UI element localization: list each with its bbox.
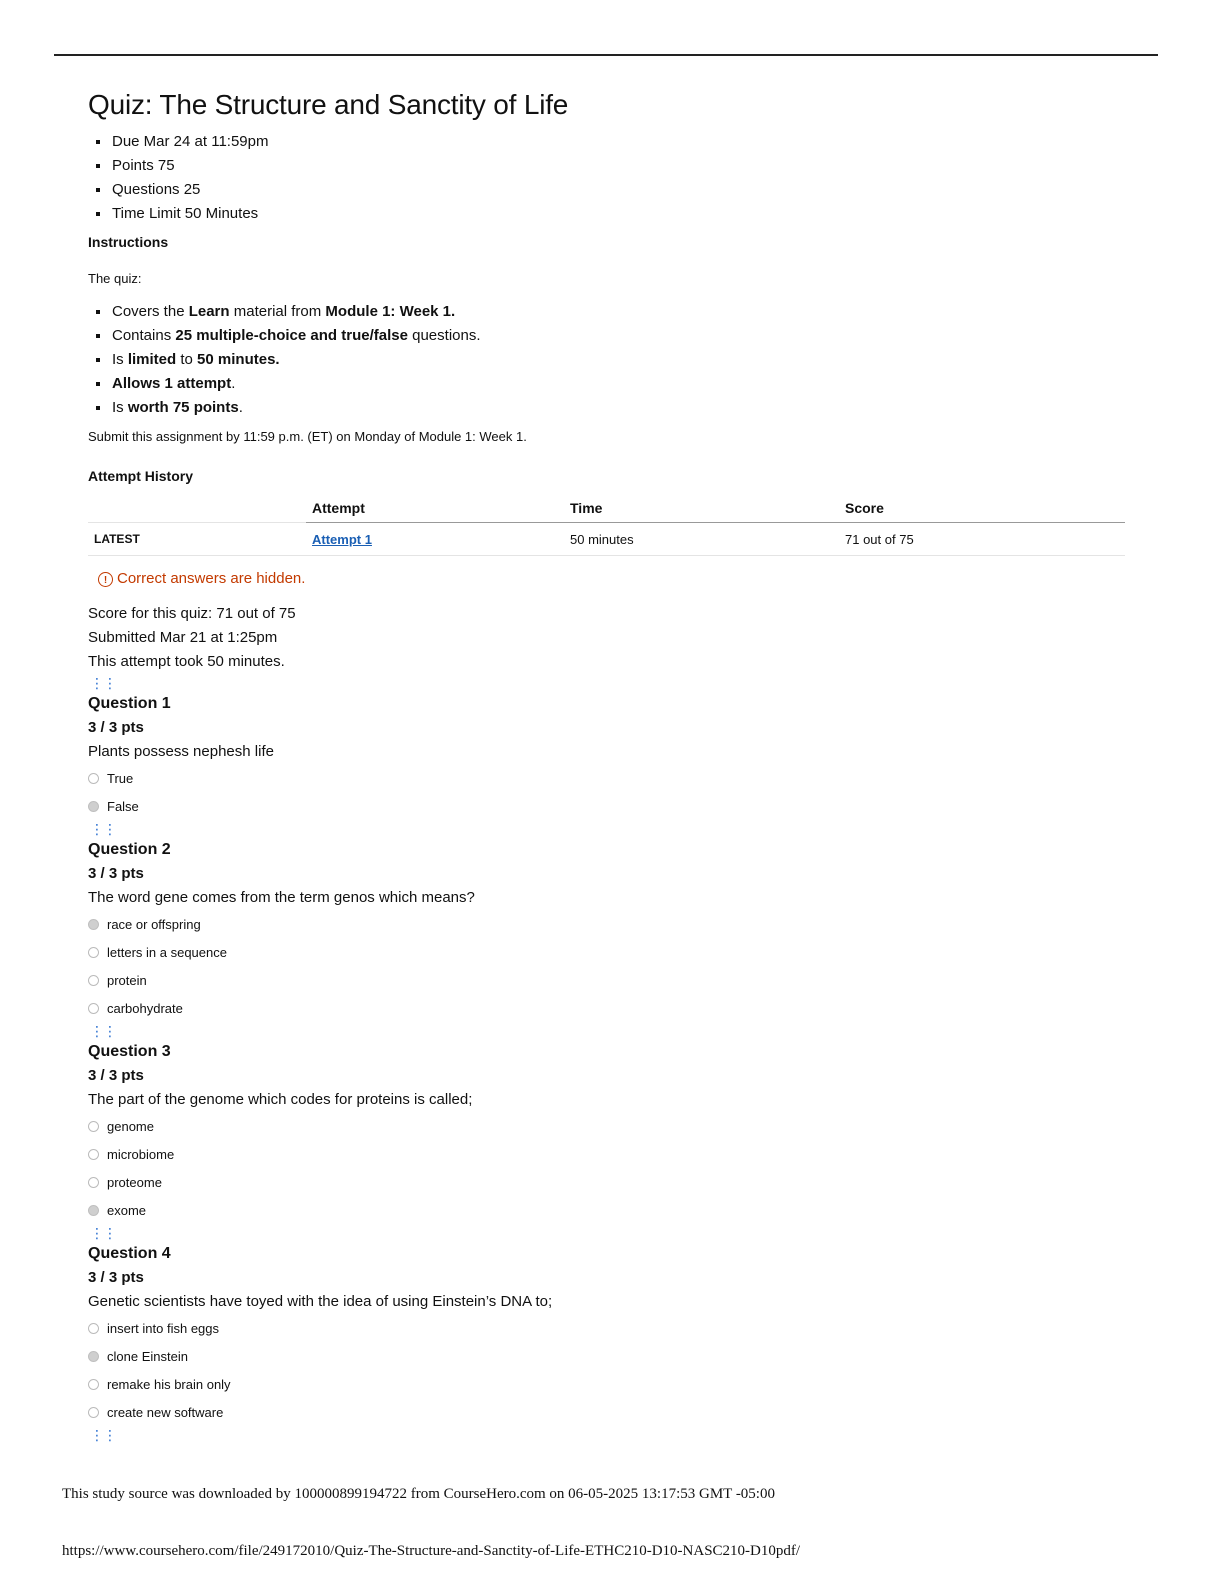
answer-option[interactable]: [88, 910, 1128, 938]
answer-label: microbiome: [107, 1146, 175, 1162]
instruction-item: Covers the Learn material from Module 1: Week 1.: [112, 300, 1128, 324]
radio-button[interactable]: [88, 947, 99, 958]
score-summary: [88, 602, 1128, 674]
column-header-blank: [88, 494, 306, 523]
answer-option[interactable]: [88, 1370, 1128, 1398]
radio-button-selected[interactable]: [88, 801, 99, 812]
question-block: [88, 838, 1128, 1022]
answer-label: create new software: [107, 1404, 224, 1420]
attempt-link[interactable]: Attempt 1: [312, 531, 372, 547]
instruction-item: Is limited to 50 minutes.: [112, 348, 1128, 372]
column-header-attempt: Attempt: [306, 494, 564, 523]
instruction-item: Is worth 75 points.: [112, 396, 1128, 420]
answer-option[interactable]: [88, 764, 1128, 792]
instructions-intro: The quiz:: [88, 271, 142, 286]
answer-option[interactable]: [88, 1140, 1128, 1168]
submitted-line: Submitted Mar 21 at 1:25pm: [88, 629, 278, 646]
question-text: Plants possess nephesh life: [88, 743, 274, 760]
answer-option[interactable]: [88, 1196, 1128, 1224]
attempt-time: 50 minutes: [564, 523, 839, 556]
instructions-list: [88, 300, 1128, 420]
notice-text: Correct answers are hidden.: [117, 570, 306, 587]
answer-label: remake his brain only: [107, 1376, 231, 1392]
answer-label: letters in a sequence: [107, 944, 227, 960]
drag-handle-icon[interactable]: ⋮⋮: [90, 1225, 116, 1241]
answer-label: exome: [107, 1202, 147, 1218]
column-header-score: Score: [839, 494, 1125, 523]
radio-button[interactable]: [88, 1323, 99, 1334]
radio-button[interactable]: [88, 773, 99, 784]
answer-label: proteome: [107, 1174, 162, 1190]
quiz-meta-list: [88, 130, 1128, 226]
question-block: [88, 692, 1128, 820]
question-text: The word gene comes from the term genos which means?: [88, 889, 475, 906]
meta-points: Points 75: [112, 154, 1128, 178]
radio-button-selected[interactable]: [88, 1351, 99, 1362]
answer-label: False: [107, 798, 139, 814]
question-title: Question 3: [88, 1043, 171, 1060]
page-title: Quiz: The Structure and Sanctity of Life: [88, 89, 569, 120]
radio-button-selected[interactable]: [88, 1205, 99, 1216]
answer-option[interactable]: [88, 938, 1128, 966]
answer-label: True: [107, 770, 134, 786]
attempt-history-table: [88, 494, 1125, 556]
question-title: Question 4: [88, 1245, 171, 1262]
radio-button[interactable]: [88, 1003, 99, 1014]
instruction-item: Contains 25 multiple-choice and true/false questions.: [112, 324, 1128, 348]
answer-label: carbohydrate: [107, 1000, 183, 1016]
question-points: 3 / 3 pts: [88, 865, 144, 882]
warning-circle-icon: !: [98, 572, 113, 587]
drag-handle-icon[interactable]: ⋮⋮: [90, 821, 116, 837]
question-block: [88, 1040, 1128, 1224]
meta-time-limit: Time Limit 50 Minutes: [112, 202, 1128, 226]
radio-button[interactable]: [88, 975, 99, 986]
download-source-note: This study source was downloaded by 100000899194722 from CourseHero.com on 06-05-2025 13:17:53 GMT -05:00: [62, 1486, 775, 1502]
question-points: 3 / 3 pts: [88, 719, 144, 736]
meta-questions: Questions 25: [112, 178, 1128, 202]
answer-label: clone Einstein: [107, 1348, 188, 1364]
question-title: Question 2: [88, 841, 171, 858]
answer-label: genome: [107, 1118, 154, 1134]
duration-line: This attempt took 50 minutes.: [88, 653, 285, 670]
question-title: Question 1: [88, 695, 171, 712]
radio-button[interactable]: [88, 1407, 99, 1418]
radio-button[interactable]: [88, 1121, 99, 1132]
radio-button[interactable]: [88, 1177, 99, 1188]
table-header-row: [88, 494, 1125, 523]
quiz-content: [88, 86, 1128, 1444]
answer-option[interactable]: [88, 792, 1128, 820]
attempt-history-heading: Attempt History: [88, 468, 194, 484]
question-text: The part of the genome which codes for proteins is called;: [88, 1091, 473, 1108]
top-divider: [54, 54, 1158, 56]
drag-handle-icon[interactable]: ⋮⋮: [90, 1023, 116, 1039]
meta-due: Due Mar 24 at 11:59pm: [112, 130, 1128, 154]
answer-label: race or offspring: [107, 916, 201, 932]
answer-option[interactable]: [88, 1398, 1128, 1426]
question-text: Genetic scientists have toyed with the idea of using Einstein’s DNA to;: [88, 1293, 553, 1310]
correct-answers-hidden-notice: [98, 568, 1128, 590]
radio-button[interactable]: [88, 1379, 99, 1390]
answer-option[interactable]: [88, 1314, 1128, 1342]
answer-option[interactable]: [88, 994, 1128, 1022]
source-url[interactable]: https://www.coursehero.com/file/249172010/Quiz-The-Structure-and-Sanctity-of-Life-ETHC210-D10-NASC210-D10pdf/: [62, 1543, 801, 1559]
question-points: 3 / 3 pts: [88, 1269, 144, 1286]
column-header-time: Time: [564, 494, 839, 523]
submit-note: Submit this assignment by 11:59 p.m. (ET) on Monday of Module 1: Week 1.: [88, 429, 527, 444]
question-block: [88, 1242, 1128, 1426]
answer-option[interactable]: [88, 1112, 1128, 1140]
answer-option[interactable]: [88, 1168, 1128, 1196]
instruction-item: Allows 1 attempt.: [112, 372, 1128, 396]
answer-option[interactable]: [88, 1342, 1128, 1370]
radio-button-selected[interactable]: [88, 919, 99, 930]
drag-handle-icon[interactable]: ⋮⋮: [90, 675, 116, 691]
question-points: 3 / 3 pts: [88, 1067, 144, 1084]
latest-label: LATEST: [88, 523, 306, 556]
answer-label: insert into fish eggs: [107, 1320, 220, 1336]
score-line: Score for this quiz: 71 out of 75: [88, 605, 296, 622]
answer-option[interactable]: [88, 966, 1128, 994]
drag-handle-icon[interactable]: ⋮⋮: [90, 1427, 116, 1443]
instructions-heading: Instructions: [88, 234, 169, 250]
answer-label: protein: [107, 972, 147, 988]
attempt-score: 71 out of 75: [839, 523, 1125, 556]
table-row: [88, 523, 1125, 556]
radio-button[interactable]: [88, 1149, 99, 1160]
